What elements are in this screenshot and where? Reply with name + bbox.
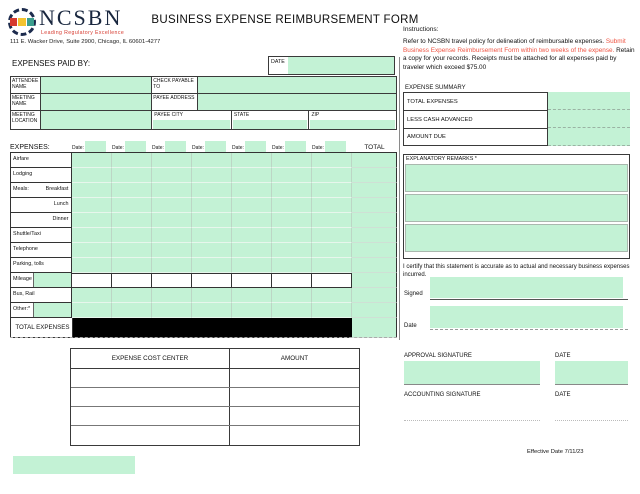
accounting-signature-label: ACCOUNTING SIGNATURE — [404, 392, 481, 398]
effective-date-text: Effective Date 7/11/23 — [527, 449, 584, 455]
check-payable-to-input[interactable] — [198, 77, 396, 93]
date-column-header — [152, 141, 192, 152]
expense-amount-cell[interactable] — [152, 168, 192, 183]
expense-amount-cell[interactable] — [192, 228, 232, 243]
approval-signature-input[interactable] — [404, 361, 540, 385]
summary-due-label: AMOUNT DUE — [403, 128, 548, 146]
expense-row-airfare — [11, 153, 397, 168]
info-row-3 — [11, 111, 396, 129]
mileage-label: Mileage — [11, 273, 34, 287]
expense-total-cell[interactable] — [352, 288, 397, 303]
form-title: BUSINESS EXPENSE REIMBURSEMENT FORM — [151, 14, 419, 26]
expense-amount-cell[interactable] — [272, 258, 312, 273]
amount-col-header: AMOUNT — [280, 355, 309, 362]
meeting-name-input[interactable] — [41, 94, 152, 110]
expenses-table-bottom-border — [10, 337, 397, 338]
expense-amount-cell[interactable] — [112, 258, 152, 273]
expense-amount-cell[interactable] — [312, 303, 352, 318]
summary-advance-input[interactable] — [548, 110, 630, 128]
instructions-part3: Retain a copy for your records. Receipts must be attached for all expenses paid by traveler which exceed $75.00 — [403, 46, 635, 72]
expense-amount-cell[interactable] — [312, 153, 352, 168]
expense-amount-cell[interactable] — [72, 303, 112, 318]
expense-amount-cell[interactable] — [272, 288, 312, 303]
cost-center-row — [71, 388, 359, 407]
date-column-header — [72, 141, 112, 152]
expense-amount-cell[interactable] — [312, 183, 352, 198]
mileage-amount-cell[interactable] — [72, 273, 112, 288]
cost-center-header-row — [71, 349, 359, 369]
date-header-input[interactable] — [245, 141, 266, 152]
expense-amount-cell[interactable] — [312, 198, 352, 213]
expense-total-cell[interactable] — [352, 303, 397, 318]
date-column-header — [232, 141, 272, 152]
expense-amount-cell[interactable] — [152, 228, 192, 243]
expense-amount-cell[interactable] — [72, 168, 112, 183]
expense-amount-cell[interactable] — [232, 183, 272, 198]
expense-amount-cell[interactable] — [112, 183, 152, 198]
amount-input[interactable] — [230, 388, 359, 406]
expense-amount-cell[interactable] — [152, 213, 192, 228]
form-date-cell — [268, 56, 395, 75]
meeting-name-label: MEETING NAME — [11, 94, 41, 110]
mileage-amount-cell[interactable] — [232, 273, 272, 288]
expense-amount-cell[interactable] — [152, 183, 192, 198]
expense-amount-cell[interactable] — [312, 258, 352, 273]
zip-input[interactable] — [310, 120, 395, 129]
expense-amount-cell[interactable] — [152, 243, 192, 258]
accounting-signature-line[interactable] — [404, 420, 540, 421]
expense-amount-cell[interactable] — [192, 183, 232, 198]
mileage-amount-cell[interactable] — [112, 273, 152, 288]
expense-amount-cell[interactable] — [72, 243, 112, 258]
expense-total-cell[interactable] — [352, 273, 397, 288]
total-expenses-row-label: TOTAL EXPENSES — [11, 318, 73, 338]
expense-row-bus — [11, 288, 397, 303]
expense-amount-cell[interactable] — [192, 243, 232, 258]
check-payable-to-label: CHECK PAYABLE TO — [152, 77, 198, 93]
date-column-header — [112, 141, 152, 152]
other-label: Other:* — [11, 303, 34, 317]
cost-center-input[interactable] — [71, 426, 230, 445]
date-label: Date: — [192, 145, 204, 151]
summary-row-total — [403, 92, 630, 110]
form-date-input[interactable] — [288, 57, 394, 74]
cost-center-input[interactable] — [71, 388, 230, 406]
expense-total-cell[interactable] — [352, 153, 397, 168]
ncsbn-logo-tagline: Leading Regulatory Excellence — [41, 30, 125, 36]
expense-row-shuttle — [11, 228, 397, 243]
ncsbn-logo-text: NCSBN — [39, 5, 123, 30]
expense-amount-cell[interactable] — [72, 213, 112, 228]
company-address: 111 E. Wacker Drive, Suite 2900, Chicago, IL 60601-4277 — [10, 39, 161, 45]
expense-amount-cell[interactable] — [272, 303, 312, 318]
expense-amount-cell[interactable] — [272, 153, 312, 168]
state-label: STATE — [233, 112, 250, 118]
cost-center-col-header: EXPENSE COST CENTER — [71, 349, 230, 368]
expense-amount-cell[interactable] — [72, 228, 112, 243]
payee-address-input[interactable] — [198, 94, 396, 110]
expense-amount-cell[interactable] — [232, 228, 272, 243]
expense-amount-cell[interactable] — [232, 303, 272, 318]
expense-amount-cell[interactable] — [272, 183, 312, 198]
expense-amount-cell[interactable] — [312, 168, 352, 183]
expense-amount-cell[interactable] — [272, 198, 312, 213]
remarks-input-row[interactable] — [405, 194, 628, 222]
summary-advance-label: LESS CASH ADVANCED — [403, 110, 548, 128]
expense-amount-cell[interactable] — [152, 198, 192, 213]
summary-due-input[interactable] — [548, 128, 630, 146]
expense-amount-cell[interactable] — [112, 288, 152, 303]
expense-total-cell[interactable] — [352, 168, 397, 183]
globe-yellow-segment — [18, 18, 26, 26]
summary-total-label: TOTAL EXPENSES — [403, 92, 548, 110]
expense-summary-heading: EXPENSE SUMMARY — [405, 85, 466, 91]
expense-amount-cell[interactable] — [272, 168, 312, 183]
meals-label: Meals: — [13, 186, 29, 192]
date-columns — [72, 141, 352, 152]
other-label-cell — [11, 303, 72, 318]
date-label: Date: — [232, 145, 244, 151]
expense-amount-cell[interactable] — [152, 153, 192, 168]
expense-amount-cell[interactable] — [232, 258, 272, 273]
expense-total-cell[interactable] — [352, 258, 397, 273]
instructions-part1: Refer to NCSBN travel policy for delineation of reimbursable expenses. — [403, 38, 606, 45]
mileage-label-cell — [11, 273, 72, 288]
date-column-header — [272, 141, 312, 152]
telephone-label: Telephone — [11, 243, 72, 258]
amount-input[interactable] — [230, 426, 359, 445]
total-column-heading: TOTAL — [364, 144, 385, 151]
date-label: Date: — [152, 145, 164, 151]
expense-amount-cell[interactable] — [232, 243, 272, 258]
meals-breakfast-label — [11, 183, 72, 198]
mileage-amount-cell[interactable] — [272, 273, 312, 288]
expense-amount-cell[interactable] — [232, 288, 272, 303]
payee-city-cell — [152, 111, 232, 129]
dinner-label: Dinner — [11, 213, 72, 228]
expense-amount-cell[interactable] — [232, 198, 272, 213]
expense-amount-cell[interactable] — [72, 198, 112, 213]
expenses-table — [10, 152, 397, 338]
expense-amount-cell[interactable] — [192, 198, 232, 213]
expense-amount-cell[interactable] — [312, 228, 352, 243]
expense-amount-cell[interactable] — [112, 213, 152, 228]
explanatory-remarks-label: EXPLANATORY REMARKS * — [406, 156, 477, 162]
cost-center-table — [70, 348, 360, 446]
signed-date-input[interactable] — [430, 306, 623, 328]
expense-row-telephone — [11, 243, 397, 258]
date-header-input[interactable] — [285, 141, 306, 152]
airfare-label: Airfare — [11, 153, 72, 168]
expense-amount-cell[interactable] — [312, 213, 352, 228]
amount-input[interactable] — [230, 369, 359, 387]
expense-amount-cell[interactable] — [152, 258, 192, 273]
expense-total-cell[interactable] — [352, 228, 397, 243]
info-row-2 — [11, 94, 396, 111]
date-header-input[interactable] — [205, 141, 226, 152]
expense-amount-cell[interactable] — [192, 213, 232, 228]
expense-amount-cell[interactable] — [272, 228, 312, 243]
expense-amount-cell[interactable] — [232, 168, 272, 183]
instructions-paragraph — [403, 38, 636, 73]
signed-label: Signed — [404, 291, 423, 297]
expense-amount-cell[interactable] — [192, 168, 232, 183]
expense-amount-cell[interactable] — [72, 183, 112, 198]
globe-teal-segment — [27, 18, 34, 26]
signed-input[interactable] — [430, 277, 623, 298]
meeting-location-input[interactable] — [41, 111, 152, 129]
date-header-input[interactable] — [325, 141, 346, 152]
explanatory-remarks-box — [403, 154, 630, 259]
payee-address-label: PAYEE ADDRESS — [152, 94, 198, 110]
expense-amount-cell[interactable] — [112, 243, 152, 258]
meeting-location-label: MEETING LOCATION — [11, 111, 41, 129]
payee-city-label: PAYEE CITY — [154, 112, 183, 118]
instructions-red-text: Submit Business Expense Reimbursement Form within two weeks of the expense. — [403, 38, 626, 54]
expense-amount-cell[interactable] — [112, 153, 152, 168]
shuttle-label: Shuttle/Taxi — [11, 228, 72, 243]
state-cell — [232, 111, 310, 129]
mileage-amount-cell[interactable] — [152, 273, 192, 288]
cost-center-input[interactable] — [71, 407, 230, 425]
expense-total-cell[interactable] — [352, 198, 397, 213]
expense-amount-cell[interactable] — [72, 153, 112, 168]
expense-row-lodging — [11, 168, 397, 183]
lodging-label: Lodging — [11, 168, 72, 183]
approval-date-input[interactable] — [555, 361, 628, 385]
expense-row-mileage — [11, 273, 397, 288]
attendee-name-input[interactable] — [41, 77, 152, 93]
expenses-paid-by-heading: EXPENSES PAID BY: — [12, 59, 91, 68]
expense-amount-cell[interactable] — [272, 213, 312, 228]
zip-label: ZIP — [311, 112, 320, 118]
lunch-label: Lunch — [11, 198, 72, 213]
expense-amount-cell[interactable] — [192, 303, 232, 318]
expense-amount-cell[interactable] — [112, 303, 152, 318]
mileage-rate-input[interactable] — [34, 273, 71, 287]
approval-date-label: DATE — [555, 353, 571, 359]
date-header-input[interactable] — [165, 141, 186, 152]
remarks-input-row[interactable] — [405, 164, 628, 192]
expense-total-cell[interactable] — [352, 183, 397, 198]
globe-red-segment — [10, 18, 17, 26]
accounting-date-label: DATE — [555, 392, 571, 398]
expenses-heading: EXPENSES: — [10, 144, 50, 151]
payee-city-input[interactable] — [153, 120, 230, 129]
signed-date-line — [430, 329, 628, 330]
date-header-input[interactable] — [85, 141, 106, 152]
instructions-heading: Instructions: — [403, 26, 439, 33]
state-input[interactable] — [233, 120, 308, 129]
section-divider — [399, 57, 400, 340]
expense-row-lunch — [11, 198, 397, 213]
date-label: Date: — [72, 145, 84, 151]
expense-amount-cell[interactable] — [272, 243, 312, 258]
expense-amount-cell[interactable] — [232, 213, 272, 228]
payee-info-table — [10, 76, 397, 130]
expense-amount-cell[interactable] — [312, 243, 352, 258]
accounting-date-line[interactable] — [555, 420, 628, 421]
grand-total-cell[interactable] — [352, 318, 397, 338]
expense-amount-cell[interactable] — [112, 228, 152, 243]
total-expenses-black-bar — [73, 318, 352, 338]
expense-total-cell[interactable] — [352, 243, 397, 258]
expense-row-dinner — [11, 213, 397, 228]
summary-row-due — [403, 128, 630, 146]
expense-amount-cell[interactable] — [232, 153, 272, 168]
date-column-header — [192, 141, 232, 152]
signed-date-label: Date — [404, 323, 417, 329]
cost-center-row — [71, 369, 359, 388]
expense-amount-cell[interactable] — [112, 198, 152, 213]
parking-label: Parking, tolls — [11, 258, 72, 273]
expense-row-breakfast — [11, 183, 397, 198]
expense-row-total — [11, 318, 397, 338]
summary-total-input[interactable] — [548, 92, 630, 110]
form-date-label: DATE — [271, 59, 285, 65]
expense-amount-cell[interactable] — [72, 288, 112, 303]
date-label: Date: — [112, 145, 124, 151]
misc-bottom-input[interactable] — [13, 456, 135, 474]
date-column-header — [312, 141, 352, 152]
mileage-amount-cell[interactable] — [312, 273, 352, 288]
certification-text: I certify that this statement is accurate as to actual and necessary business expenses incurred. — [403, 264, 630, 278]
expense-amount-cell[interactable] — [192, 288, 232, 303]
other-description-input[interactable] — [34, 303, 71, 317]
expense-total-cell[interactable] — [352, 213, 397, 228]
expense-amount-cell[interactable] — [192, 258, 232, 273]
expense-amount-cell[interactable] — [152, 288, 192, 303]
date-header-input[interactable] — [125, 141, 146, 152]
amount-input[interactable] — [230, 407, 359, 425]
expense-amount-cell[interactable] — [312, 288, 352, 303]
cost-center-input[interactable] — [71, 369, 230, 387]
expense-row-parking — [11, 258, 397, 273]
cost-center-row — [71, 407, 359, 426]
date-label: Date: — [312, 145, 324, 151]
expense-amount-cell[interactable] — [192, 153, 232, 168]
expense-row-other — [11, 303, 397, 318]
expenses-header-row — [10, 140, 397, 152]
bus-rail-label: Bus, Rail — [11, 288, 72, 303]
remarks-input-row[interactable] — [405, 224, 628, 252]
ncsbn-globe-icon — [8, 8, 36, 36]
expense-amount-cell[interactable] — [112, 168, 152, 183]
expense-amount-cell[interactable] — [72, 258, 112, 273]
date-label: Date: — [272, 145, 284, 151]
attendee-name-label: ATTENDEE NAME — [11, 77, 41, 93]
info-row-1 — [11, 77, 396, 94]
summary-row-advance — [403, 110, 630, 128]
cost-center-row — [71, 426, 359, 445]
breakfast-label: Breakfast — [45, 186, 69, 192]
approval-signature-label: APPROVAL SIGNATURE — [404, 353, 472, 359]
mileage-amount-cell[interactable] — [192, 273, 232, 288]
expense-amount-cell[interactable] — [152, 303, 192, 318]
expense-summary-table — [403, 92, 630, 146]
signed-line — [430, 299, 628, 300]
zip-cell — [309, 111, 396, 129]
